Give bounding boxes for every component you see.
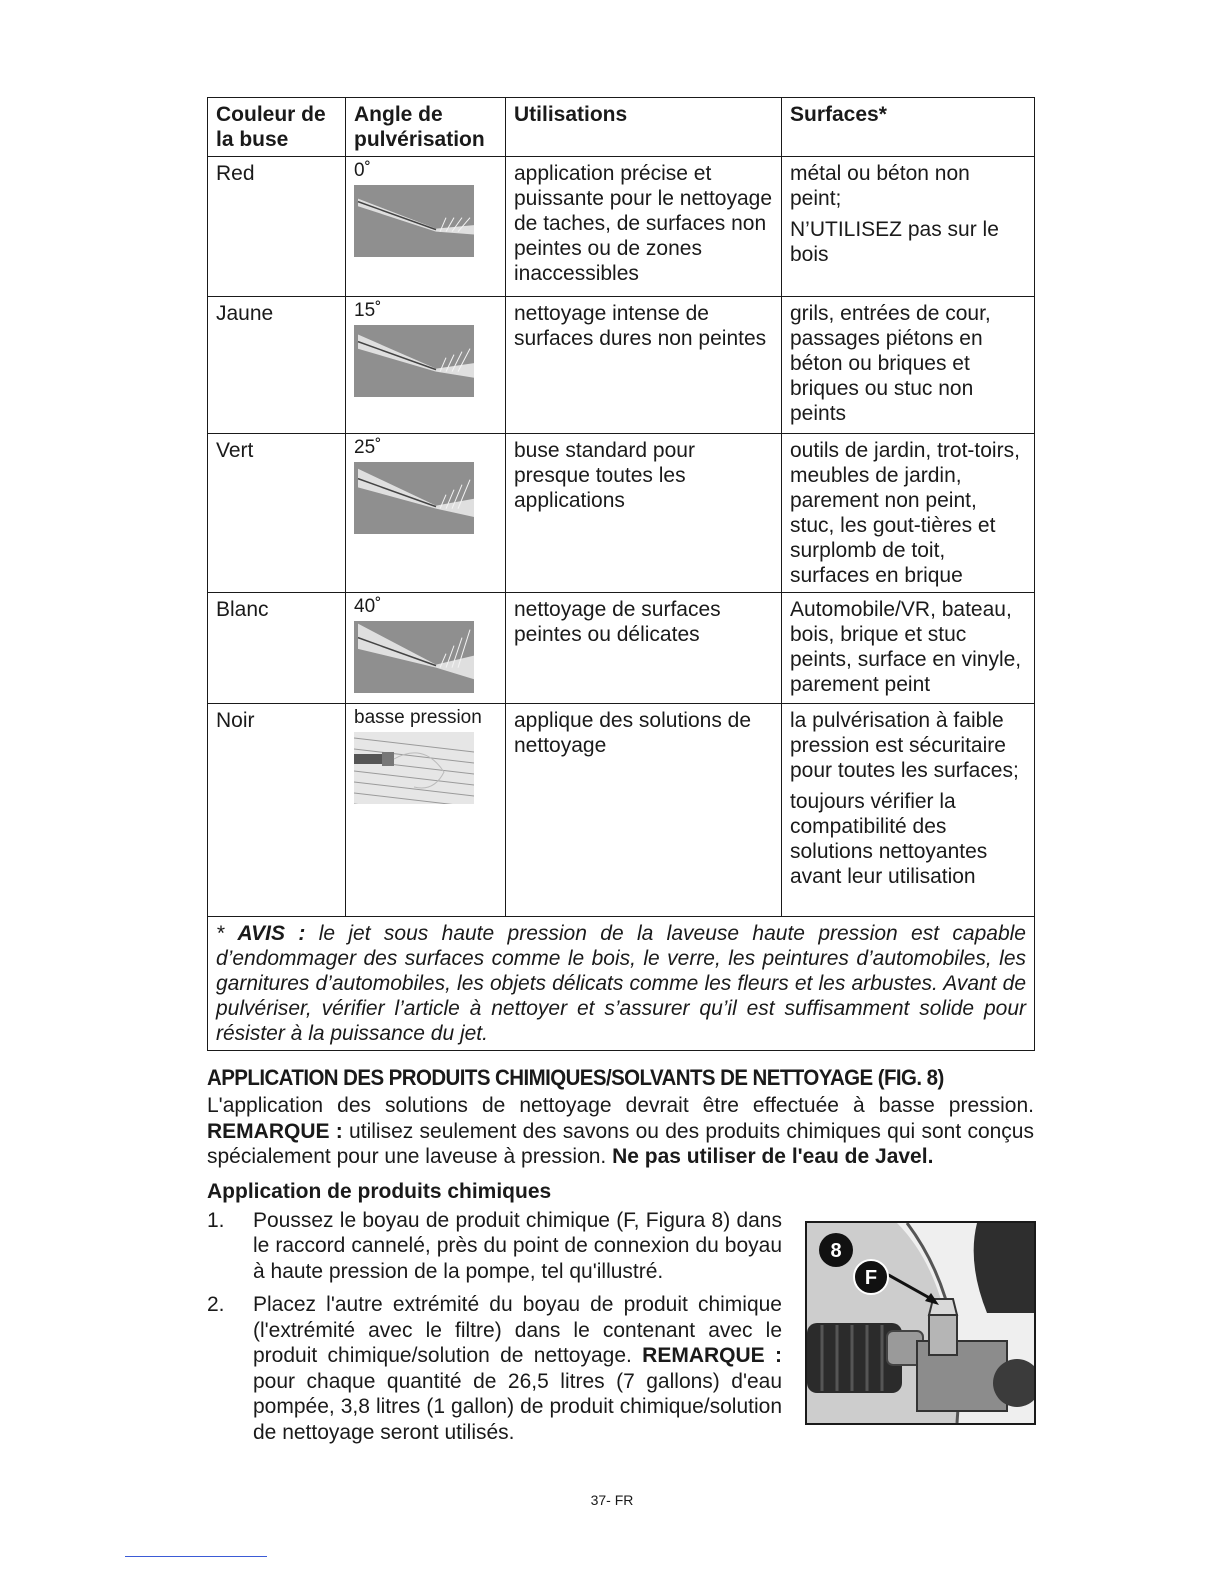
header-surfaces: Surfaces*: [782, 98, 1035, 157]
spray-pattern-image: [354, 732, 474, 804]
table-header-row: [208, 98, 1035, 157]
spray-angle-cell: [346, 434, 506, 593]
surfaces-text: Automobile/VR, bateau, bois, brique et stuc peints, surface en vinyle, parement peint: [790, 598, 1022, 696]
surfaces-cell: [782, 297, 1035, 434]
bleach-warning: Ne pas utiliser de l'eau de Javel.: [612, 1145, 934, 1168]
header-uses: Utilisations: [506, 98, 782, 157]
spray-angle-cell: [346, 704, 506, 917]
callout-f: F: [864, 1267, 878, 1289]
nozzle-color: Noir: [208, 704, 346, 917]
notice-text: * AVIS : le jet sous haute pression de la laveuse haute pression est capable d’endommager des surfaces comme le bois, le verre, les peintures d’automobiles, les garnitures d’automobiles, les objets délicats comme les fleurs et les arbustes. Avant de pulvériser, vérifier l’article à nettoyer et s’assurer qu’il est suffisamment solide pour résister à la puissance du jet.: [208, 917, 1035, 1051]
spray-angle-cell: [346, 593, 506, 704]
surfaces-cell: [782, 593, 1035, 704]
surfaces-text: métal ou béton non peint;: [790, 162, 970, 210]
figure-8-chemical-hose: [805, 1221, 1036, 1425]
spray-angle: 25˚: [354, 437, 382, 458]
surfaces-text: grils, entrées de cour, passages piétons en béton ou briques et briques ou stuc non peints: [790, 302, 991, 425]
surfaces-text: la pulvérisation à faible pression est sécuritaire pour toutes les surfaces;: [790, 709, 1019, 782]
spray-angle: 15˚: [354, 300, 382, 321]
remark-label: REMARQUE :: [642, 1344, 782, 1367]
spray-pattern-image: [354, 185, 474, 257]
table-row: [208, 157, 1035, 297]
surfaces-text: outils de jardin, trot-toirs, meubles de jardin, parement non peint, stuc, les gout-tières et surplomb de toit, surfaces en brique: [790, 439, 1020, 587]
header-spray-angle: Angle de pulvérisation: [346, 98, 506, 157]
surfaces-cell: [782, 434, 1035, 593]
steps-list: [207, 1208, 782, 1446]
spray-pattern-image: [354, 462, 474, 534]
surfaces-note: toujours vérifier la compatibilité des solutions nettoyantes avant leur utilisation: [790, 790, 988, 888]
spray-angle-cell: [346, 157, 506, 297]
table-row: [208, 704, 1035, 917]
nozzle-color: Red: [208, 157, 346, 297]
spray-angle: 40˚: [354, 596, 382, 617]
table-row: [208, 593, 1035, 704]
nozzle-table: [207, 97, 1035, 1051]
header-nozzle-color: Couleur de la buse: [208, 98, 346, 157]
surfaces-cell: [782, 704, 1035, 917]
surfaces-note: N’UTILISEZ pas sur le bois: [790, 218, 999, 266]
remark-label: REMARQUE :: [207, 1119, 343, 1143]
list-item: 2. Placez l'autre extrémité du boyau de produit chimique (l'extrémité avec le filtre) dans le contenant avec le produit chimique/solution de nettoyage. REMARQUE : pour chaque quantité de 26,5 litres (7 gallons) d'eau pompée, 3,8 litres (1 gallon) de produit chimique/solution de nettoyage seront utilisés.: [207, 1293, 782, 1444]
uses-cell: nettoyage intense de surfaces dures non peintes: [506, 297, 782, 434]
bottom-rule: [125, 1556, 267, 1557]
uses-cell: applique des solutions de nettoyage: [506, 704, 782, 917]
spray-pattern-image: [354, 325, 474, 397]
page-number: 37- FR: [590, 1492, 634, 1508]
spray-pattern-image: [354, 621, 474, 693]
section-body: L'application des solutions de nettoyage devrait être effectuée à basse pression. REMARQUE : utilisez seulement des savons ou des produits chimiques qui sont conçus spécialement pour une laveuse à pression. Ne pas utiliser de l'eau de Javel.: [207, 1094, 1034, 1168]
section-title: APPLICATION DES PRODUITS CHIMIQUES/SOLVANTS DE NETTOYAGE (FIG. 8): [207, 1065, 944, 1090]
surfaces-cell: [782, 157, 1035, 297]
spray-angle: basse pression: [354, 707, 482, 728]
nozzle-color: Vert: [208, 434, 346, 593]
nozzle-color: Blanc: [208, 593, 346, 704]
spray-angle-cell: [346, 297, 506, 434]
list-item: 1. Poussez le boyau de produit chimique (F, Figura 8) dans le raccord cannelé, près du point de connexion du boyau à haute pression de la pompe, tel qu'illustré.: [207, 1208, 782, 1283]
table-row: [208, 297, 1035, 434]
subheading: Application de produits chimiques: [207, 1179, 552, 1203]
uses-cell: application précise et puissante pour le nettoyage de taches, de surfaces non peintes ou de zones inaccessibles: [506, 157, 782, 297]
uses-cell: nettoyage de surfaces peintes ou délicates: [506, 593, 782, 704]
figure-number: 8: [830, 1240, 842, 1262]
spray-angle: 0˚: [354, 160, 371, 181]
nozzle-color: Jaune: [208, 297, 346, 434]
notice-row: [208, 917, 1035, 1051]
uses-cell: buse standard pour presque toutes les applications: [506, 434, 782, 593]
notice-label: AVIS :: [237, 922, 306, 945]
table-row: [208, 434, 1035, 593]
